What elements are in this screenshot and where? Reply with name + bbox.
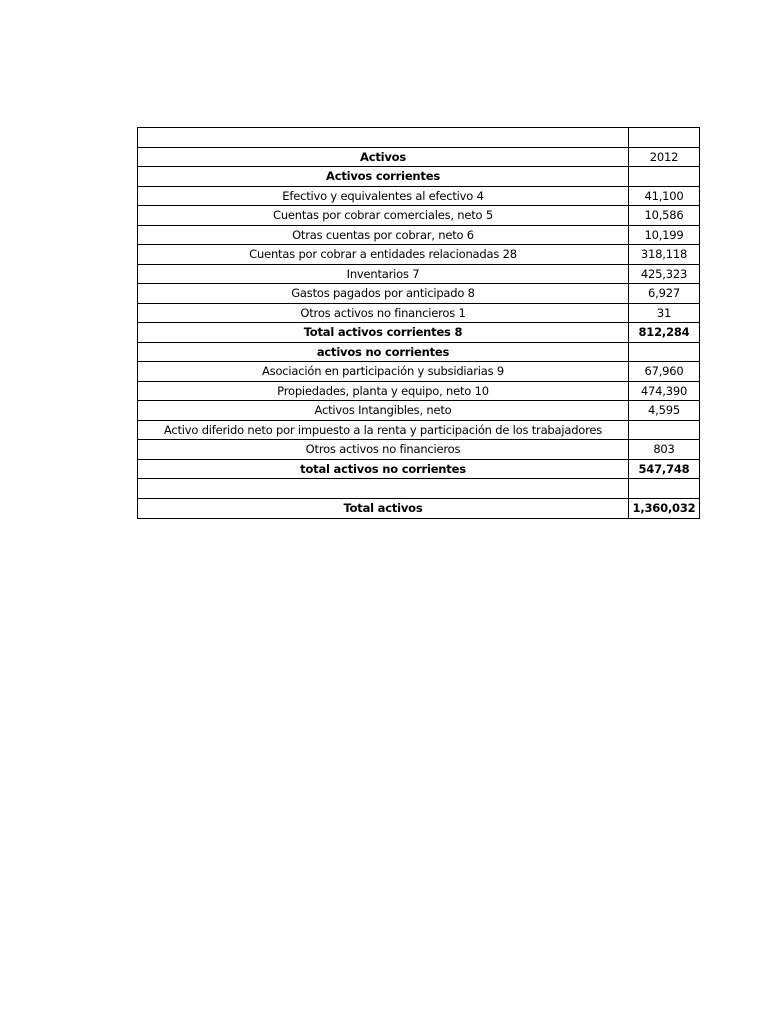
- table-row: [138, 284, 700, 304]
- table-row: [138, 459, 700, 479]
- row-value-cell: 474,390: [629, 381, 700, 401]
- row-label-cell: Inventarios 7: [138, 264, 629, 284]
- row-value-cell: [629, 479, 700, 499]
- balance-sheet-body: [138, 128, 700, 519]
- row-label-cell: Total activos: [138, 498, 629, 519]
- table-row: [138, 498, 700, 519]
- row-value-cell: [629, 167, 700, 187]
- empty-cell: [629, 128, 700, 148]
- row-label-cell: Otras cuentas por cobrar, neto 6: [138, 225, 629, 245]
- row-label-cell: total activos no corrientes: [138, 459, 629, 479]
- row-value-cell: 4,595: [629, 401, 700, 421]
- row-value-cell: 812,284: [629, 323, 700, 343]
- table-row: [138, 264, 700, 284]
- row-label-cell: Cuentas por cobrar comerciales, neto 5: [138, 206, 629, 226]
- table-row: [138, 342, 700, 362]
- row-label-cell: Total activos corrientes 8: [138, 323, 629, 343]
- row-label-cell: Activo diferido neto por impuesto a la renta y participación de los trabajadores: [138, 420, 629, 440]
- empty-cell: [138, 128, 629, 148]
- row-label-cell: Activos Intangibles, neto: [138, 401, 629, 421]
- table-row: [138, 225, 700, 245]
- row-label-cell: Otros activos no financieros: [138, 440, 629, 460]
- row-value-cell: 6,927: [629, 284, 700, 304]
- row-value-cell: 803: [629, 440, 700, 460]
- row-label-cell: Efectivo y equivalentes al efectivo 4: [138, 186, 629, 206]
- row-value-cell: 547,748: [629, 459, 700, 479]
- row-label-cell: Otros activos no financieros 1: [138, 303, 629, 323]
- table-row: [138, 303, 700, 323]
- row-value-cell: 31: [629, 303, 700, 323]
- table-row: [138, 206, 700, 226]
- row-label-cell: Activos corrientes: [138, 167, 629, 187]
- row-value-cell: 318,118: [629, 245, 700, 265]
- row-value-cell: 1,360,032: [629, 498, 700, 519]
- row-label-cell: Propiedades, planta y equipo, neto 10: [138, 381, 629, 401]
- table-row-empty-top: [138, 128, 700, 148]
- table-header-row: [138, 147, 700, 167]
- row-label-cell: Cuentas por cobrar a entidades relacionadas 28: [138, 245, 629, 265]
- table-row: [138, 245, 700, 265]
- row-value-cell: 10,199: [629, 225, 700, 245]
- table-row: [138, 479, 700, 499]
- row-value-cell: 10,586: [629, 206, 700, 226]
- row-value-cell: [629, 342, 700, 362]
- table-row: [138, 401, 700, 421]
- table-row: [138, 167, 700, 187]
- table-row: [138, 440, 700, 460]
- table-row: [138, 381, 700, 401]
- row-label-cell: Asociación en participación y subsidiarias 9: [138, 362, 629, 382]
- row-label-cell: activos no corrientes: [138, 342, 629, 362]
- row-value-cell: 67,960: [629, 362, 700, 382]
- row-value-cell: 41,100: [629, 186, 700, 206]
- header-year-cell: 2012: [629, 147, 700, 167]
- table-row: [138, 420, 700, 440]
- balance-sheet-table: [137, 127, 700, 519]
- table-row: [138, 362, 700, 382]
- row-value-cell: [629, 420, 700, 440]
- row-label-cell: [138, 479, 629, 499]
- table-row: [138, 323, 700, 343]
- row-value-cell: 425,323: [629, 264, 700, 284]
- table-row: [138, 186, 700, 206]
- header-label-cell: Activos: [138, 147, 629, 167]
- row-label-cell: Gastos pagados por anticipado 8: [138, 284, 629, 304]
